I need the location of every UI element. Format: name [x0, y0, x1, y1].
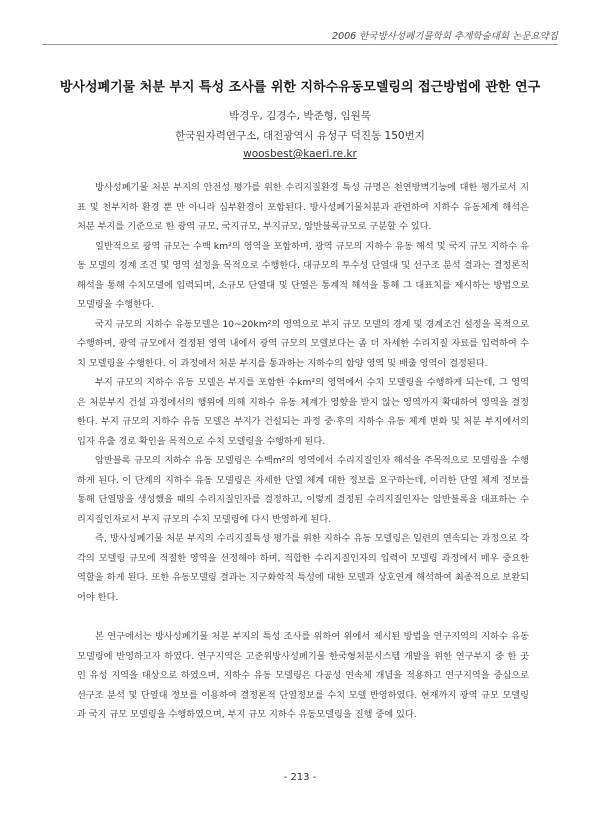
page-header: 2006 한국방사성폐기물학회 추계학술대회 논문요약집: [332, 31, 558, 42]
paper-title: 방사성폐기물 처분 부지 특성 조사를 위한 지하수유동모델링의 접근방법에 관한 연구: [59, 80, 541, 95]
body-paragraph-2: 일반적으로 광역 규모는 수백 km²의 영역을 포함하며, 광역 규모의 지하수 유동 해석 및 국지 규모 지하수 유동 모델의 경계 조건 및 영역 설정을 목적으로 수행한다. 대규모의 투수성 단열대 및 선구조 분석 결과는 결정론적 해석을 통해 수치모델에 입력되며, 소규모 단열대 및 단열은 통계적 해석을 통해 그 대표치를 제시하는 방법으로 모델링을 수행한다.: [77, 240, 529, 310]
body-paragraph-3: 국지 규모의 지하수 유동모델은 10~20km²의 영역으로 부지 규모 모델의 경계 및 경계조건 설정을 목적으로 수행하며, 광역 규모에서 결정된 영역 내에서 광역 규모의 모델보다는 좀 더 자세한 수리지질 자료를 입력하여 수치 모델링을 수행한다. 이 과정에서 처분 부지를 통과하는 지하수의 함양 영역 및 배출 영역이 결정된다.: [77, 318, 529, 369]
header-rule: [42, 44, 558, 45]
body-paragraph-1: 방사성폐기물 처분 부지의 안전성 평가를 위한 수리지질환경 특성 규명은 천연방벽기능에 대한 평가로서 지표 및 천부지하 환경 뿐 만 아니라 심부환경이 포함된다. 방사성폐기물처분과 관련하여 지하수 유동체계 해석은 처분 부지를 기준으로 한 광역 규모, 국지규모, 부지규모, 암반블록규모로 구분할 수 있다.: [77, 182, 529, 232]
paper-body: [77, 178, 529, 725]
body-paragraph-4: 부지 규모의 지하수 유동 모델은 부지를 포함한 수km²의 영역에서 수치 모델링을 수행하게 되는데, 그 영역은 처분부지 건설 과정에서의 행위에 의해 지하수 유동 체계가 영향을 받지 않는 영역까지 확대하여 영역을 결정한다. 부지 규모의 지하수 유동 모델은 부지가 건설되는 과정 중·후의 지하수 유동 체계 변화 및 처분 부지에서의 입자 유출 경로 확인을 목적으로 수치 모델링을 수행하게 된다.: [77, 377, 529, 447]
body-paragraph-6: 즉, 방사성폐기물 처분 부지의 수리지질특성 평가를 위한 지하수 유동 모델링은 일련의 연속되는 과정으로 각각의 모델링 규모에 적절한 영역을 선정해야 하며, 적합한 수리지질인자의 입력이 모델링 과정에서 매우 중요한 역할을 하게 된다. 또한 유동모델링 결과는 지구화학적 특성에 대한 모델과 상호연계 해석하여 최종적으로 보완되어야 한다.: [77, 533, 529, 603]
body-paragraph-5: 암반블록 규모의 지하수 유동 모델링은 수백m²의 영역에서 수리지질인자 해석을 주목적으로 모델링을 수행하게 된다. 이 단계의 지하수 유동 모델링은 자세한 단열 체계 대한 정보를 요구하는데, 이러한 단열 체계 정보를 통해 단열망을 생성했을 때의 수리지질인자를 결정하고, 이렇게 결정된 수리지질인자는 암반블록을 대표하는 수리지질인자로서 부지 규모의 수치 모델링에 다시 반영하게 된다.: [77, 455, 529, 525]
paper-authors: 박경우, 김경수, 박준형, 임원묵: [229, 110, 371, 122]
paper-affiliation: 한국원자력연구소, 대전광역시 유성구 덕진동 150번지: [175, 130, 425, 142]
paper-email: woosbest@kaeri.re.kr: [243, 148, 357, 160]
page-number: - 213 -: [283, 772, 317, 783]
body-paragraph-7: 본 연구에서는 방사성폐기물 처분 부지의 특성 조사를 위하여 위에서 제시된 방법을 연구지역의 지하수 유동 모델링에 반영하고자 하였다. 연구지역은 고준위방사성폐기물 한국형처분시스템 개발을 위한 연구부지 중 한 곳인 유성 지역을 대상으로 하였으며, 지하수 유동 모델링은 다공성 연속체 개념을 적용하고 연구지역을 중심으로 선구조 분석 및 단열대 정보를 이용하여 결정론적 단열정보를 수치 모델 반영하였다. 현재까지 광역 규모 모델링과 국지 규모 모델링을 수행하였으며, 부지 규모 지하수 유동모델링을 진행 중에 있다.: [77, 631, 529, 720]
